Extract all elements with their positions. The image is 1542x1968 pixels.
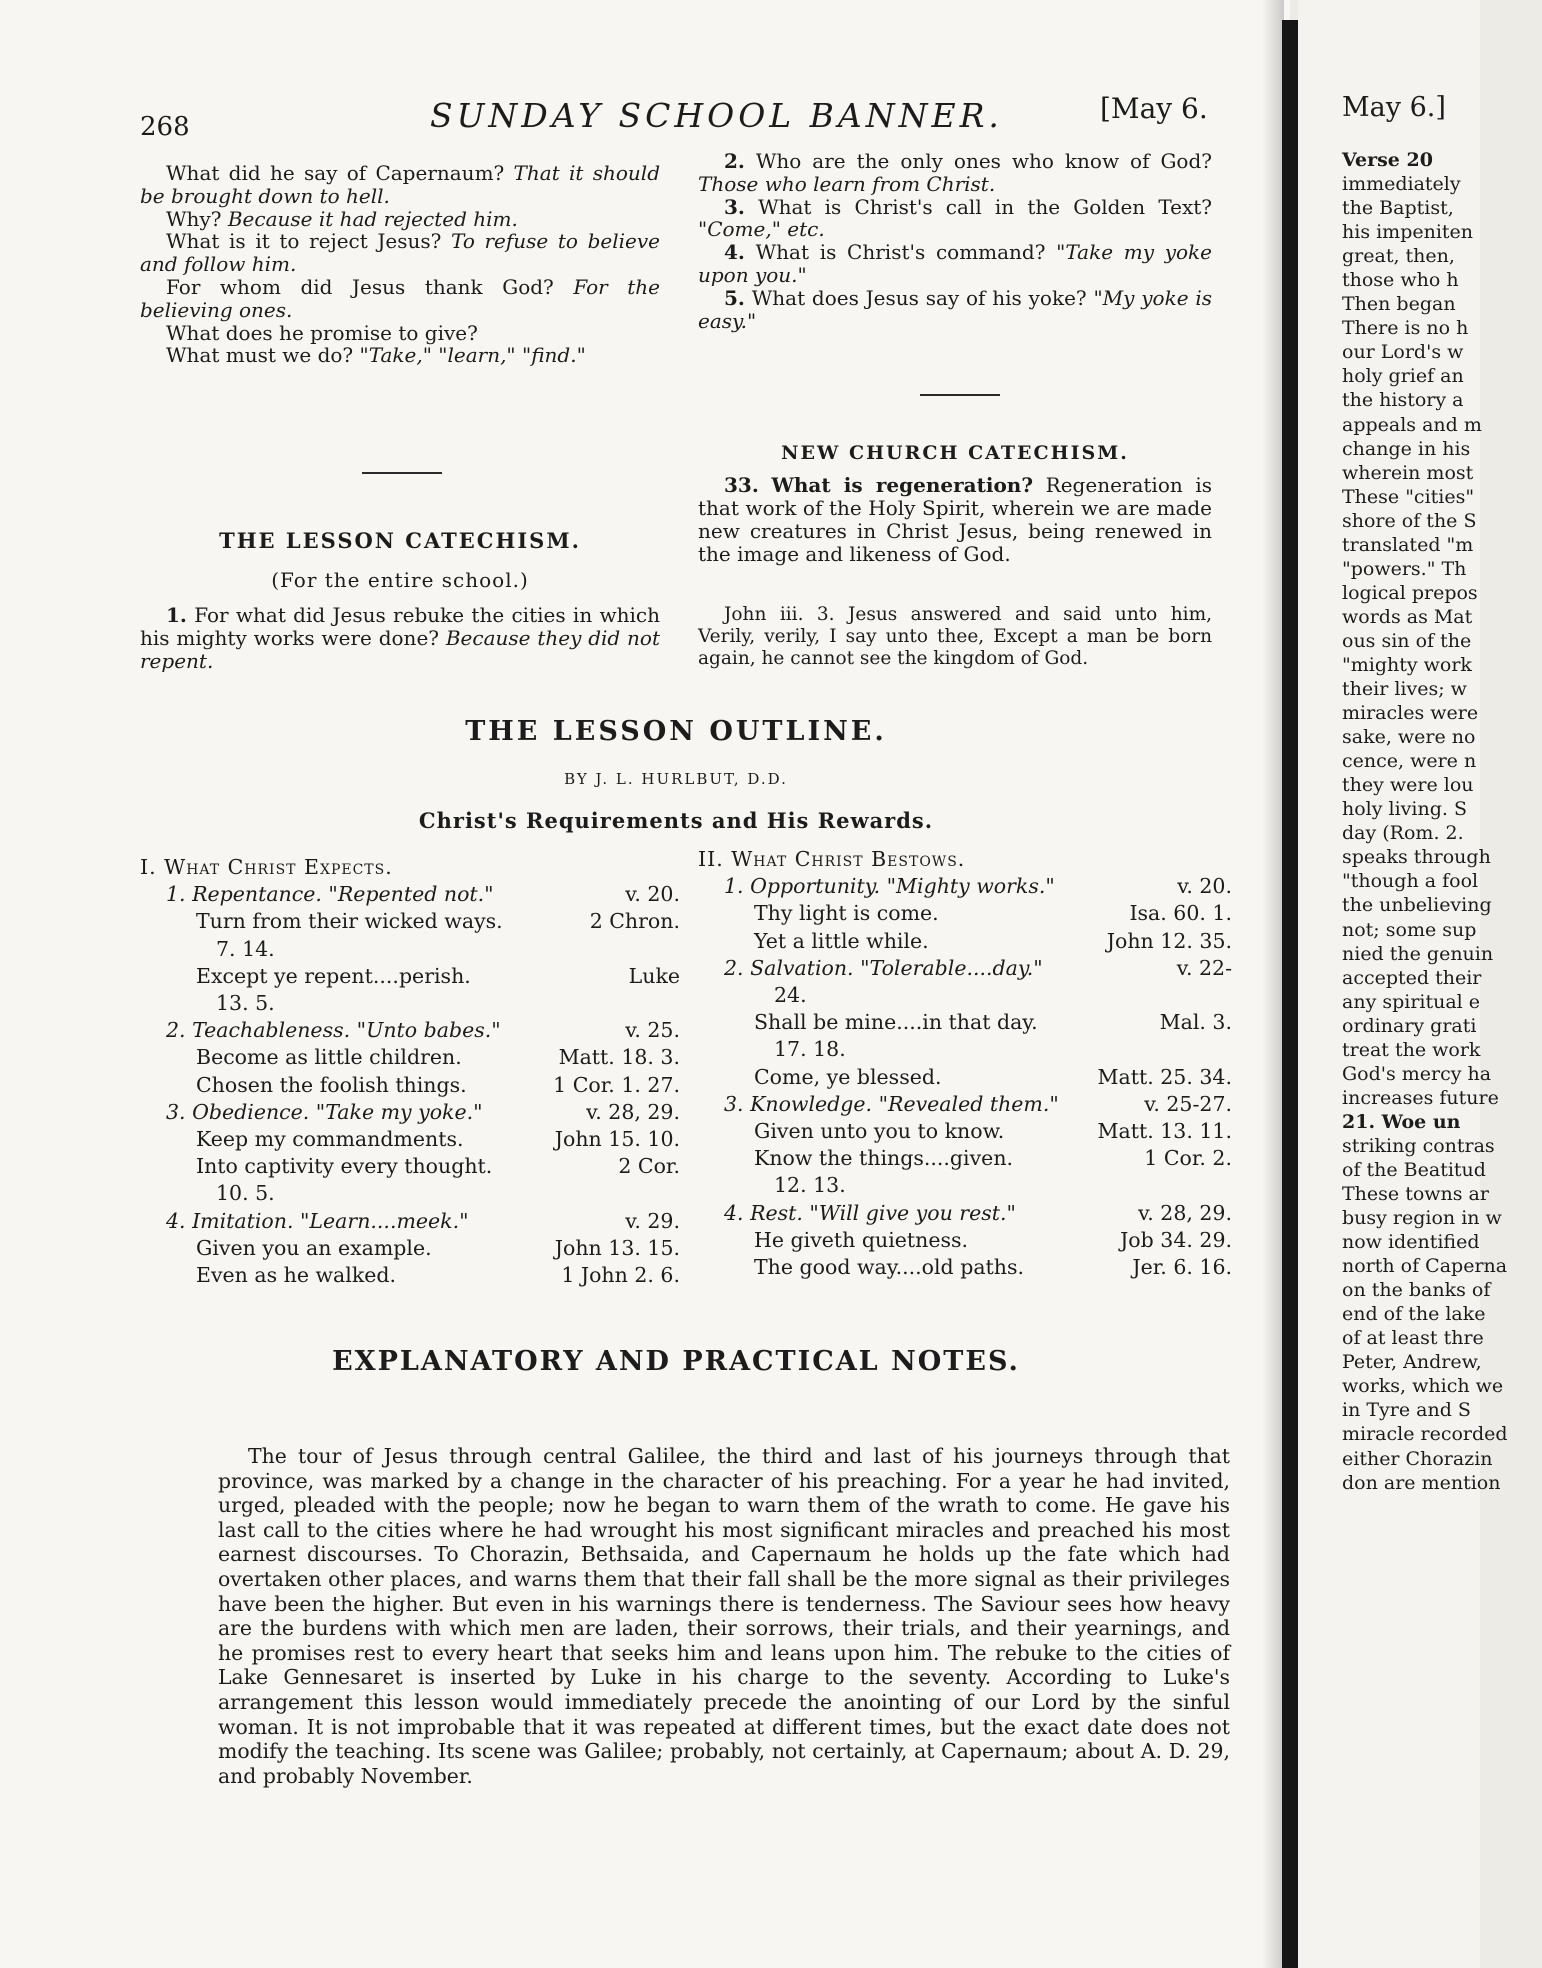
right-page-line: north of Caperna [1342,1255,1508,1278]
right-page-line: treat the work [1342,1038,1481,1061]
notes-title: EXPLANATORY AND PRACTICAL NOTES. [332,1346,1020,1377]
qa-item [698,241,1212,287]
right-page-line: These "cities" [1342,485,1475,508]
outline-reference [140,1153,680,1180]
binding-shadow [1262,0,1284,1968]
outline-item-verse: v. 20. [1177,874,1232,899]
reference-text: He giveth quietness. [754,1227,969,1252]
right-page-line: in Tyre and S [1342,1399,1471,1422]
right-page-line: shore of the S [1342,509,1477,532]
reference-citation: John 12. 35. [1106,928,1232,953]
question-text: For what did Jesus rebuke the cities in which his mighty works were done? [140,603,660,650]
qa-number: 3. [724,194,745,219]
outline-reference [698,900,1232,927]
scripture-reference: John iii. 3. Jesus answered and said unto him, Verily, verily, I say unto thee, Except a man be born again, he cannot see the kingdom of God. [698,604,1212,669]
qa-answer: "Take," "learn," "find." [359,343,586,368]
reference-citation: John 13. 15. [554,1235,680,1260]
right-page-line: ordinary grati [1342,1014,1477,1037]
outline-reference [140,1044,680,1071]
outline-right-column [698,846,1232,1281]
outline-item [140,1208,680,1235]
page-title: SUNDAY SCHOOL BANNER. [430,96,1003,135]
question-text: What is regeneration? [771,473,1034,497]
reference-text: 17. 18. [774,1037,846,1062]
qa-question: For whom did Jesus thank God? [166,274,554,299]
qa-number: 5. [724,285,745,310]
reference-citation: Matt. 18. 3. [558,1045,680,1070]
right-page-line: busy region in w [1342,1207,1502,1230]
right-page-line: These towns ar [1342,1183,1489,1206]
reference-text: Thy light is come. [754,901,939,926]
outline-reference [698,1118,1232,1145]
reference-text: Shall be mine....in that day. [754,1010,1038,1035]
right-page-line: of the Beatitud [1342,1158,1486,1181]
qa-item [140,208,660,231]
right-page-line: "though a fool [1342,870,1479,893]
right-page-line: don are mention [1342,1471,1501,1494]
reference-text: Turn from their wicked ways. [196,909,503,934]
right-page-line: There is no h [1342,317,1469,340]
right-page-line: end of the lake [1342,1303,1486,1326]
outline-item [698,955,1232,982]
divider-rule [362,472,442,474]
question-number: 1. [166,603,187,627]
qa-item [140,276,660,322]
outline-item-head: 2. Salvation. "Tolerable....day." [724,955,1043,980]
outline-reference [698,1036,1232,1063]
right-page-line: great, then, [1342,245,1455,268]
right-page-line: those who h [1342,269,1459,292]
outline-item [140,1099,680,1126]
page-number: 268 [140,112,190,142]
right-page-line: wherein most [1342,461,1474,484]
outline-reference [140,1126,680,1153]
qa-answer: For the believing ones. [140,274,660,322]
right-page-line: sake, were no [1342,726,1476,749]
qa-question: What does he promise to give? [166,320,478,345]
right-page-line: his impeniten [1342,221,1474,244]
right-page-line: words as Mat [1342,605,1473,628]
outline-item-head: 3. Obedience. "Take my yoke." [166,1099,483,1124]
outline-reference [698,1145,1232,1172]
outline-reference [140,936,680,963]
reference-citation: Matt. 25. 34. [1097,1064,1232,1089]
header-date: [May 6. [1100,92,1208,125]
right-page-line: miracles were [1342,702,1479,725]
right-page-line: "mighty work [1342,653,1472,676]
reference-text: Into captivity every thought. [196,1154,493,1179]
question-number: 33. [724,473,759,497]
right-page-line: our Lord's w [1342,341,1464,364]
outline-reference [140,1072,680,1099]
right-page-line: speaks through [1342,846,1491,869]
right-page-line: 21. Woe un [1342,1110,1461,1133]
right-page-line: they were lou [1342,774,1474,797]
reference-text: The good way....old paths. [754,1255,1025,1280]
outline-item-verse: v. 25. [625,1018,680,1043]
qa-question: Why? [166,206,222,231]
outline-item-head: 1. Repentance. "Repented not." [166,882,494,907]
right-page-line: the history a [1342,389,1464,412]
qa-answer: "My yoke is easy." [698,285,1212,333]
right-page-line: striking contras [1342,1134,1495,1157]
right-page-line: logical prepos [1342,581,1478,604]
right-page-line: holy living. S [1342,798,1467,821]
right-page-line: Peter, Andrew, [1342,1351,1482,1374]
reference-citation: 1 Cor. 1. 27. [553,1072,680,1097]
outline-item-verse: v. 28, 29. [1138,1200,1232,1225]
right-page-line: accepted their [1342,966,1482,989]
reference-text: Even as he walked. [196,1263,397,1288]
right-page-line: day (Rom. 2. [1342,822,1464,845]
reference-text: 12. 13. [774,1173,846,1198]
new-church-catechism-question [698,474,1212,566]
right-page-line: nied the genuin [1342,942,1494,965]
outline-item-verse: v. 29. [625,1208,680,1233]
outline-item [698,873,1232,900]
reference-citation: Isa. 60. 1. [1129,901,1232,926]
right-page-line: the unbelieving [1342,894,1492,917]
right-page-line: the Baptist, [1342,197,1454,220]
reference-citation: John 15. 10. [554,1127,680,1152]
outline-reference [140,1262,680,1289]
outline-reference [698,1227,1232,1254]
qa-question: What is it to reject Jesus? [166,229,442,254]
reference-text: Given you an example. [196,1235,432,1260]
qa-answer: Because it had rejected him. [227,206,518,231]
outline-item-head: 4. Imitation. "Learn....meek." [166,1208,469,1233]
right-page-line: works, which we [1342,1375,1504,1398]
outline-section-heading: I. What Christ Expects. [140,855,393,879]
right-page-header: May 6.] [1342,92,1446,123]
reference-citation: 1 John 2. 6. [561,1263,680,1288]
outline-title: THE LESSON OUTLINE. [465,716,887,747]
outline-reference [698,982,1232,1009]
qa-item [140,344,660,367]
reference-text: 24. [774,983,807,1008]
outline-item-verse: v. 22- [1176,955,1232,980]
reference-text: Except ye repent....perish. [196,963,471,988]
right-page-line: increases future [1342,1086,1499,1109]
outline-byline: BY J. L. HURLBUT, D.D. [564,770,788,788]
right-page-line: miracle recorded [1342,1423,1508,1446]
qa-question: What did he say of Capernaum? [166,161,505,185]
reference-text: Keep my commandments. [196,1127,464,1152]
outline-reference [140,990,680,1017]
reference-text: 10. 5. [216,1181,275,1206]
reference-text: Come, ye blessed. [754,1064,942,1089]
right-page-line: change in his [1342,437,1471,460]
notes-paragraph: The tour of Jesus through central Galilee, the third and last of his journeys through that province, was marked by a change in the character of his preaching. For a year he had invited, urged, pleaded with the people; now he began to warn them of the wrath to come. He gave his last call to the cities where he had wrought his most significant miracles and preached his most earnest discourses. To Chorazin, Bethsaida, and Capernaum he holds up the fate which had overtaken other places, and warns them that their fall shall be the more signal as their privileges have been the higher. But even in his warnings there is tenderness. The Saviour sees how heavy are the burdens with which men are laden, their sorrows, their trials, and their yearnings, and he promises rest to every heart that seeks him and leans upon him. The rebuke to the cities of Lake Gennesaret is inserted by Luke in his charge to the seventy. According to Luke's arrangement this lesson would immediately precede the anointing of our Lord by the sinful woman. It is not improbable that it was repeated at different times, but the exact date does not modify the teaching. Its scene was Galilee; probably, not certainly, at Capernaum; about A. D. 29, and probably November. [218,1444,1230,1788]
outline-reference [698,1064,1232,1091]
new-church-catechism-title: NEW CHURCH CATECHISM. [781,442,1129,464]
right-page-line: now identified [1342,1231,1480,1254]
right-page-line: translated "m [1342,533,1474,556]
qa-answer: "Take my yoke upon you." [698,240,1212,287]
right-page-line: God's mercy ha [1342,1062,1492,1085]
outline-item [698,1200,1232,1227]
outline-reference [698,1009,1232,1036]
outline-item [140,1017,680,1044]
qa-question: What is Christ's command? [755,240,1046,265]
divider-rule [920,394,1000,396]
question-answer: Regeneration is that work of the Holy Spirit, wherein we are made new creatures in Christ Jesus, being renewed in the image and likeness of God. [698,473,1213,566]
left-qa-column [140,162,660,367]
outline-left-column [140,854,680,1289]
reference-citation: 2 Cor. [618,1154,680,1179]
question-answer: Because they did not repent. [140,626,660,673]
book-binding [1282,20,1298,1968]
outline-reference [698,1172,1232,1199]
outline-item-head: 3. Knowledge. "Revealed them." [724,1091,1059,1116]
qa-item [698,287,1212,333]
lesson-catechism-question [140,604,660,673]
qa-answer: To refuse to believe and follow him. [140,229,661,277]
right-page-line: their lives; w [1342,678,1467,701]
right-page-line: on the banks of [1342,1279,1491,1302]
qa-number: 4. [724,240,745,265]
outline-reference [140,963,680,990]
reference-text: 7. 14. [216,936,275,961]
right-page-line: any spiritual e [1342,990,1481,1013]
reference-text: Given unto you to know. [754,1119,1005,1144]
outline-item-verse: v. 25-27. [1144,1091,1232,1116]
right-page-line: Then began [1342,293,1456,316]
qa-question: Who are the only ones who know of God? [755,149,1212,173]
qa-item [698,196,1212,242]
outline-item-verse: v. 28, 29. [586,1099,680,1124]
reference-citation: Job 34. 29. [1120,1227,1232,1252]
outline-item-head: 1. Opportunity. "Mighty works." [724,874,1055,899]
right-page-line: cence, were n [1342,750,1477,773]
outline-item [140,881,680,908]
lesson-catechism-title: THE LESSON CATECHISM. [219,528,581,553]
qa-answer: That it should be brought down to hell. [140,161,660,208]
reference-citation: Luke [628,963,680,988]
outline-reference [698,928,1232,955]
qa-item [698,150,1212,196]
qa-item [140,162,660,208]
reference-citation: Mal. 3. [1159,1010,1232,1035]
right-page-line: of at least thre [1342,1327,1484,1350]
reference-citation: Jer. 6. 16. [1132,1255,1232,1280]
reference-citation: Matt. 13. 11. [1097,1119,1232,1144]
reference-text: Chosen the foolish things. [196,1072,467,1097]
right-page-line: holy grief an [1342,365,1464,388]
outline-item-head: 2. Teachableness. "Unto babes." [166,1018,501,1043]
outline-item-head: 4. Rest. "Will give you rest." [724,1200,1016,1225]
lesson-catechism-subtitle: (For the entire school.) [271,568,529,592]
outline-subtitle: Christ's Requirements and His Rewards. [418,808,934,833]
qa-item [140,322,660,345]
qa-answer: "Come," etc. [698,217,825,242]
right-qa-column [698,150,1212,332]
qa-answer: Those who learn from Christ. [698,171,996,196]
outline-reference [140,1180,680,1207]
reference-citation: 2 Chron. [589,909,680,934]
reference-text: 13. 5. [216,991,275,1016]
reference-text: Yet a little while. [754,928,929,953]
outline-reference [698,1254,1232,1281]
outline-section-heading: II. What Christ Bestows. [698,847,966,871]
outline-item [698,1091,1232,1118]
right-page-line: not; some sup [1342,918,1477,941]
qa-number: 2. [724,149,745,173]
right-page [1298,0,1508,1968]
reference-citation: 1 Cor. 2. [1144,1146,1232,1171]
outline-reference [140,908,680,935]
right-page-line: "powers." Th [1342,557,1467,580]
right-page-line: Verse 20 [1342,149,1433,171]
right-page-line: immediately [1342,173,1461,196]
right-page-line: ous sin of the [1342,629,1472,652]
qa-question: What must we do? [166,343,354,368]
right-page-line: appeals and m [1342,413,1482,436]
reference-text: Become as little children. [196,1045,462,1070]
outline-item-verse: v. 20. [625,882,680,907]
right-page-line: either Chorazin [1342,1447,1493,1470]
qa-question: What is Christ's call in the Golden Text? [758,194,1213,219]
outline-reference [140,1235,680,1262]
qa-question: What does Jesus say of his yoke? [751,285,1087,310]
reference-text: Know the things....given. [754,1146,1014,1171]
right-page-text [1342,148,1542,1495]
qa-item [140,230,660,276]
